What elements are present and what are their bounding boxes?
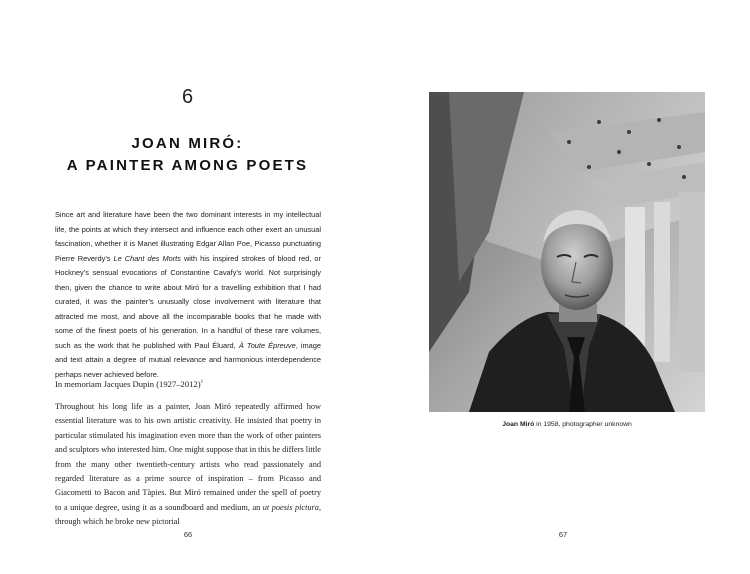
caption-text: in 1958, photographer unknown: [534, 421, 632, 428]
body-italic-1: ut poesis pictura: [262, 502, 319, 512]
chapter-title-line-1: JOAN MIRÓ:: [131, 135, 244, 152]
intro-text-2: with his inspired strokes of blood red, or Hockney’s sensual evocations of Constantine Cavafy’s world. Not surprisingly then, given the chance to write about Miró for a travelling exhibition that I had curated, it was the painter’s unusually close involvement with literature that attracted me most, and above all the incomparable books that he made with some of the finest poets of his generation. In a handful of these rare volumes, such as the work that he published with Paul Éluard,: [55, 253, 321, 350]
portrait-photo: [429, 92, 705, 412]
chapter-number: 6: [181, 86, 194, 108]
footnote-ref: 1: [200, 380, 204, 385]
chapter-title-line-2: A PAINTER AMONG POETS: [66, 157, 309, 174]
dedication-text: In memoriam Jacques Dupin (1927–2012): [55, 378, 201, 389]
page-number-right: 67: [558, 530, 568, 539]
body-text-1: Throughout his long life as a painter, Joan Miró repeatedly affirmed how essential literature was to his own artistic creativity. He insisted that poetry in particular stimulated his imagination even more than the work of other painters and sculptors who interested him. One might suppose that in this he differs little from the many other twentieth-century artists who read passionately and regarded literature as a prime source of inspiration – from Picasso and Giacometti to Bacon and Tàpies. But Miró remained under the spell of poetry to a unique degree, using it as a soundboard and medium, an: [55, 402, 321, 512]
dedication: [55, 377, 321, 390]
body-paragraph: [55, 400, 321, 530]
body-text-2: , through which he broke new pictorial: [55, 502, 322, 527]
caption-name: Joan Miró: [502, 421, 535, 428]
right-page: [375, 0, 750, 574]
intro-italic-2: À Toute Épreuve: [238, 340, 296, 350]
intro-paragraph: [55, 208, 321, 382]
chapter-title: [0, 133, 375, 177]
photo-caption: [429, 421, 705, 428]
intro-text-1: Since art and literature have been the two dominant interests in my intellectual life, the points at which they intersect and influence each other exert an unusual fascination, whether it is Manet illustrating Edgar Allan Poe, Picasso punctuating Pierre Reverdy’s: [55, 210, 321, 263]
intro-text-3: , image and text attain a degree of mutual relevance and harmonious interdependence perhaps never achieved before.: [55, 340, 321, 379]
page-number-left: 66: [183, 530, 193, 539]
intro-italic-1: Le Chant des Morts: [113, 253, 181, 263]
